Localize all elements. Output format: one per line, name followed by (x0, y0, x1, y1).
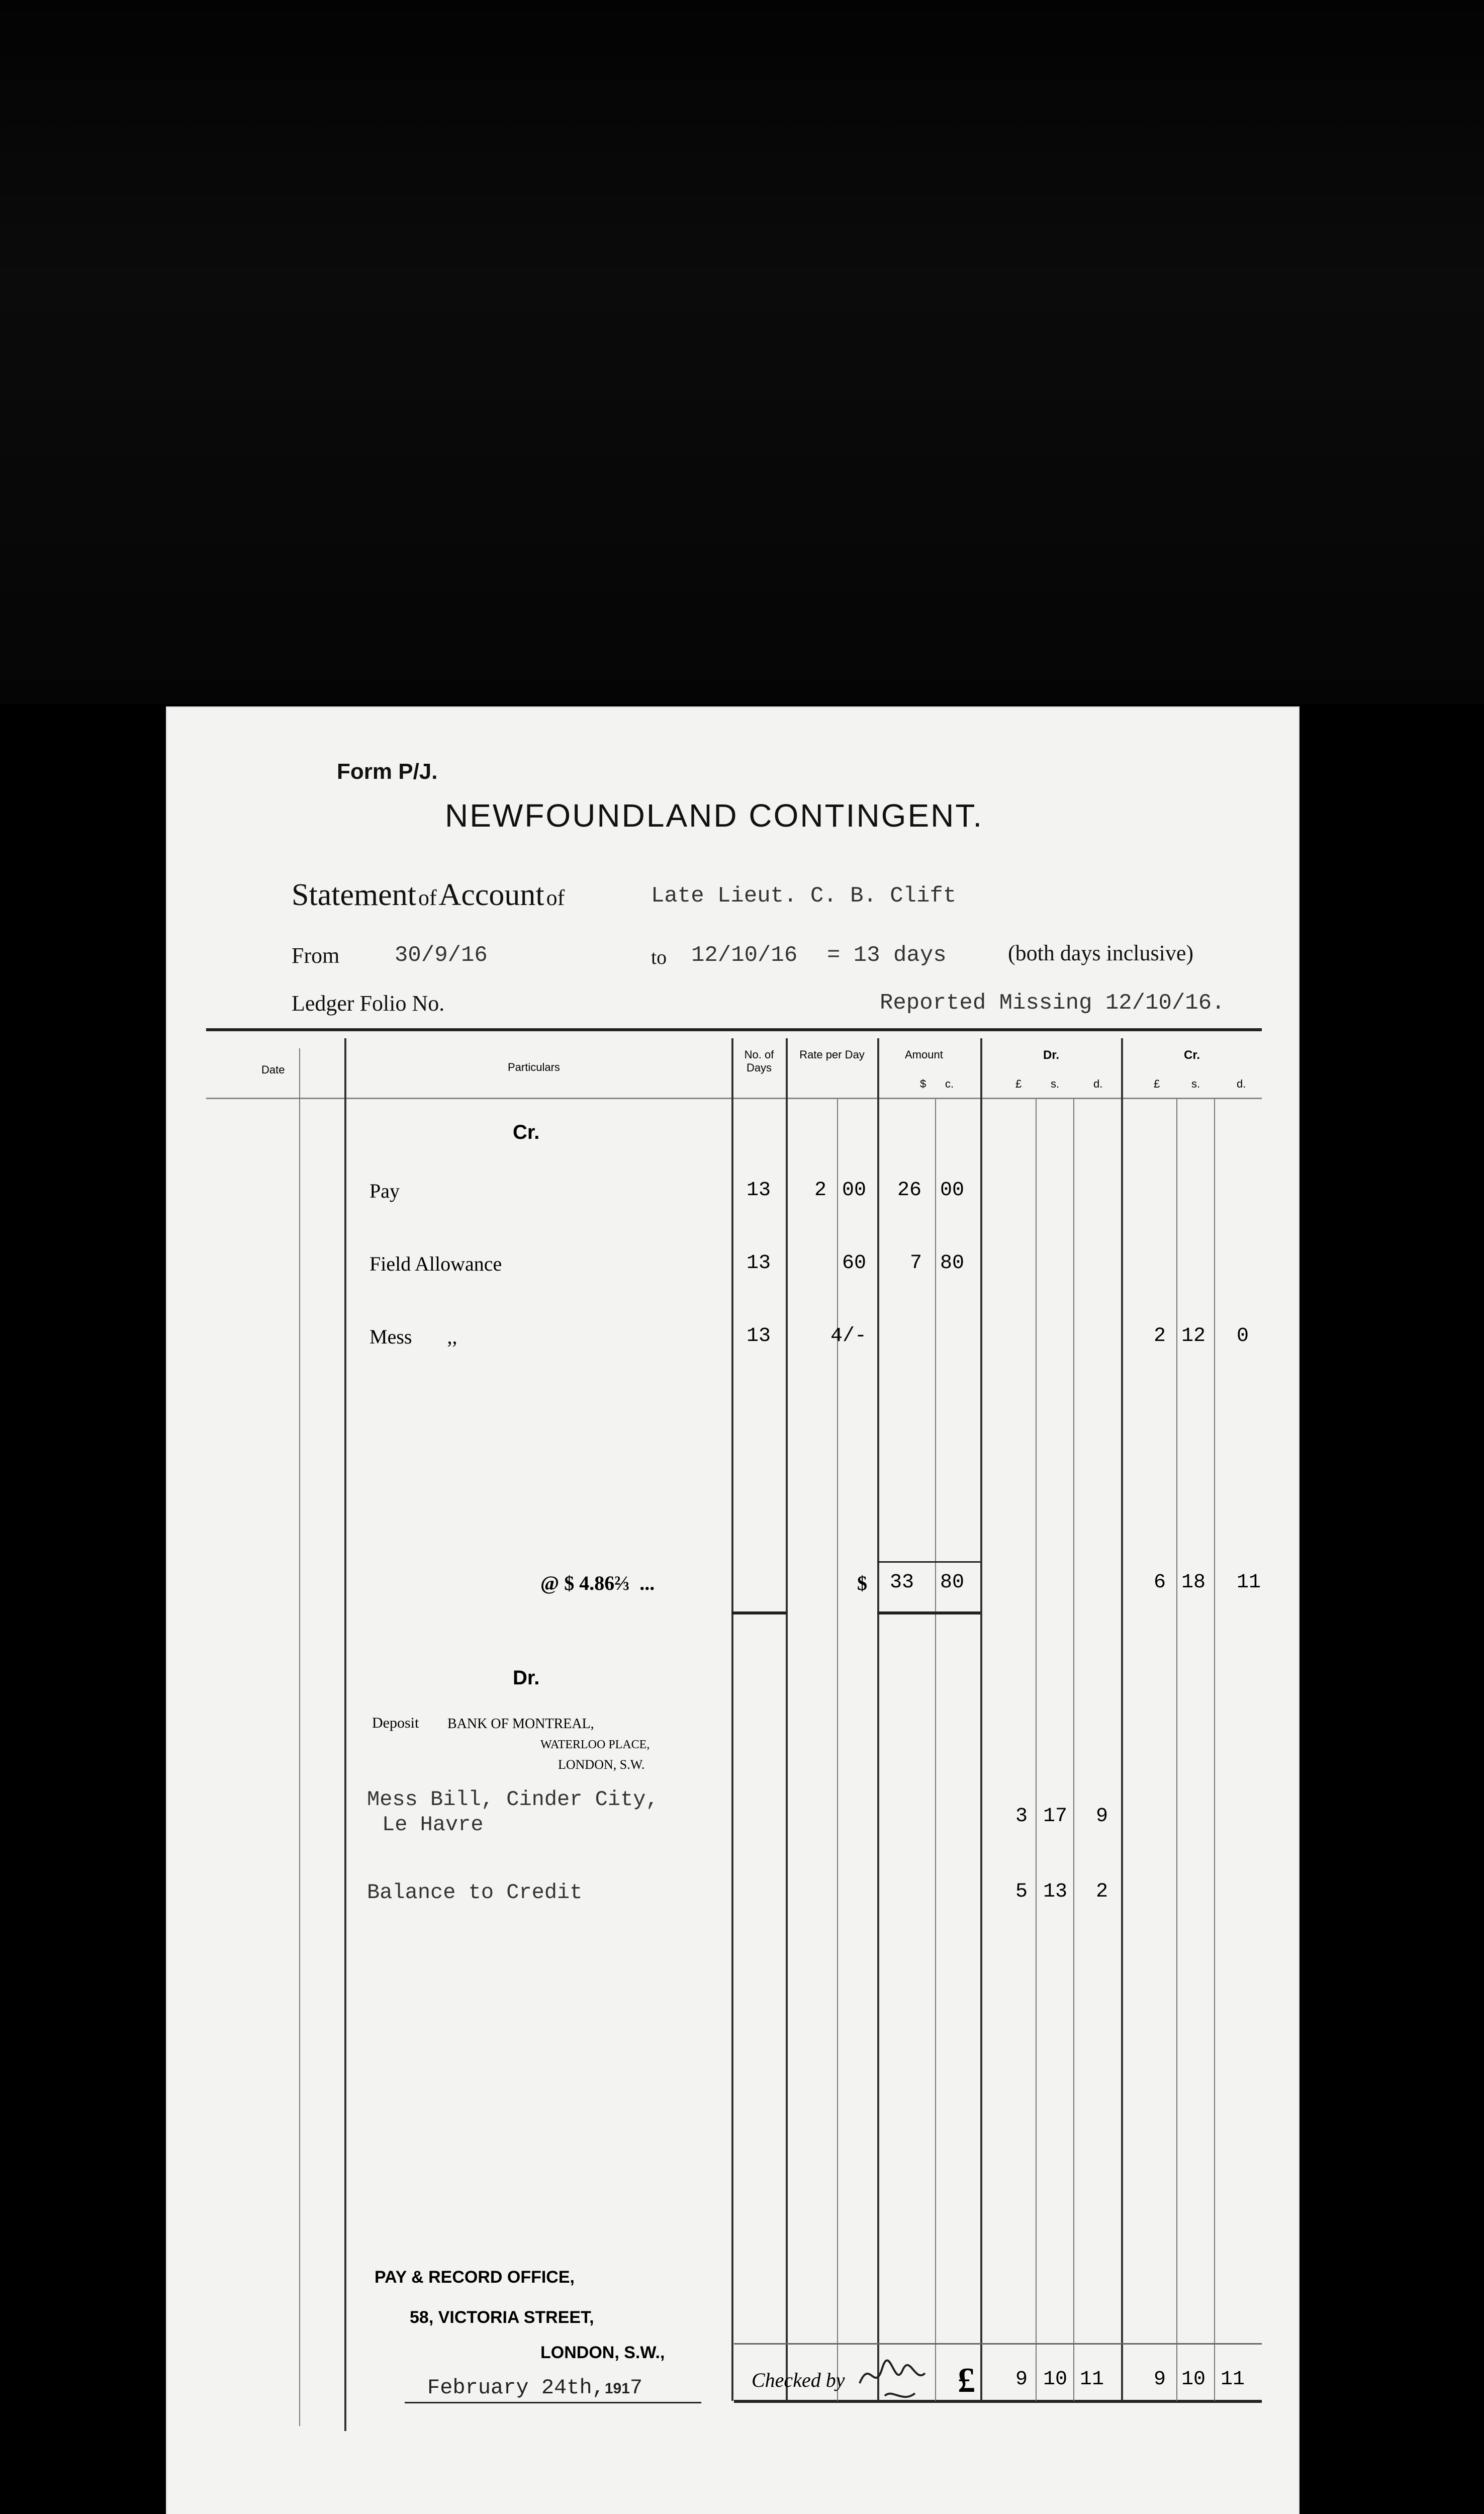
account-word: Account (438, 878, 544, 912)
col-line-cr (1121, 1038, 1123, 2401)
row-pay-amount-c: 00 (940, 1179, 965, 1202)
subtotal-rule-days (731, 1611, 787, 1614)
document-heading: NEWFOUNDLAND CONTINGENT. (445, 797, 984, 834)
row-mess-cr-pence: 0 (1237, 1325, 1249, 1348)
row-pay-amount-d: 26 (897, 1179, 922, 1202)
col-line-date-a (299, 1048, 300, 2426)
cr-section-heading: Cr. (513, 1121, 540, 1143)
subtotal-rule-amount-top (877, 1561, 980, 1563)
dr-row-balance-label: Balance to Credit (367, 1880, 583, 1905)
checked-box-top (734, 2343, 1262, 2345)
from-date: 30/9/16 (395, 943, 488, 968)
dr-row-balance-pence: 2 (1096, 1880, 1108, 1903)
col-line-rate (786, 1038, 788, 2401)
col-line-dr-s (1036, 1099, 1037, 2401)
subtotal-rule-amount (877, 1611, 980, 1614)
row-pay-particular: Pay (369, 1180, 400, 1202)
of-word-2: of (546, 885, 565, 910)
scanner-background (0, 0, 1484, 704)
inclusive-note: (both days inclusive) (1008, 941, 1194, 965)
header-cr: Cr. (1184, 1048, 1200, 1062)
office-date-year: 191 (604, 2380, 630, 2397)
header-dr-shilling: s. (1051, 1078, 1060, 1090)
header-days: No. of Days (744, 1048, 774, 1074)
office-date-year-digit: 7 (629, 2376, 643, 2400)
col-line-cr-d (1214, 1099, 1215, 2401)
total-dollar-sign: $ (857, 1572, 867, 1594)
header-rate: Rate per Day (799, 1048, 865, 1061)
row-field-allowance-days: 13 (747, 1252, 771, 1275)
total-amount-dollars: 33 (890, 1571, 914, 1594)
header-cents: c. (945, 1078, 954, 1090)
col-line-days (731, 1038, 733, 2401)
final-cr-shilling: 10 (1181, 2368, 1206, 2391)
dr-row-mess-bill-line1: Mess Bill, Cinder City, (367, 1787, 659, 1812)
dr-row-balance-pound: 5 (1015, 1880, 1028, 1903)
to-date: 12/10/16 (691, 943, 798, 968)
office-line-3: LONDON, S.W., (540, 2343, 665, 2362)
header-date: Date (261, 1063, 285, 1076)
header-dr-pound: £ (1015, 1078, 1022, 1090)
final-dr-pence: 11 (1080, 2368, 1104, 2391)
from-label: From (292, 943, 340, 968)
office-date-text: February 24th, (427, 2376, 605, 2400)
row-mess-cr-shilling: 12 (1181, 1325, 1206, 1348)
statement-document (166, 706, 1300, 2514)
office-line-2: 58, VICTORIA STREET, (410, 2308, 594, 2327)
row-mess-days: 13 (747, 1325, 771, 1348)
date-underline (405, 2402, 701, 2403)
header-cr-pence: d. (1237, 1078, 1246, 1090)
col-line-rate-split (837, 1099, 838, 2401)
final-dr-shilling: 10 (1043, 2368, 1068, 2391)
table-top-rule (206, 1028, 1262, 1031)
col-line-amount-split (935, 1099, 936, 2401)
total-amount-cents: 80 (940, 1571, 965, 1594)
bank-address-1: WATERLOO PLACE, (540, 1738, 650, 1751)
missing-note: Reported Missing 12/10/16. (880, 991, 1225, 1016)
ledger-folio-label: Ledger Folio No. (292, 991, 445, 1016)
office-line-1: PAY & RECORD OFFICE, (375, 2268, 575, 2287)
dr-row-balance-shilling: 13 (1043, 1880, 1068, 1903)
of-word: of (418, 885, 437, 910)
header-dollar: $ (920, 1078, 926, 1090)
dr-row-mess-bill-pence: 9 (1096, 1805, 1108, 1828)
row-pay-days: 13 (747, 1179, 771, 1202)
table-bottom-rule (734, 2400, 1262, 2403)
header-dr-pence: d. (1093, 1078, 1103, 1090)
row-mess-cr-pound: 2 (1154, 1325, 1166, 1348)
deposit-label: Deposit (372, 1715, 419, 1731)
dr-row-mess-bill-pound: 3 (1015, 1805, 1028, 1828)
header-bottom-rule (206, 1098, 1262, 1099)
statement-word: Statement (292, 878, 416, 912)
office-date (427, 2376, 642, 2400)
checked-pound-mark: £ (958, 2361, 975, 2400)
row-mess-rate: 4/- (830, 1325, 867, 1348)
col-line-cr-s (1176, 1099, 1177, 2401)
row-field-allowance-particular: Field Allowance (369, 1252, 502, 1275)
header-cr-pound: £ (1154, 1078, 1160, 1090)
col-line-dr (980, 1038, 982, 2401)
header-dr: Dr. (1043, 1048, 1060, 1062)
statement-line (292, 877, 565, 913)
bank-name: BANK OF MONTREAL, (447, 1716, 594, 1732)
form-number: Form P/J. (337, 759, 438, 784)
row-field-allowance-amount-d: 7 (910, 1252, 922, 1275)
total-cr-pence: 11 (1237, 1571, 1261, 1594)
col-line-dr-d (1073, 1099, 1074, 2401)
col-line-particulars (344, 1038, 346, 2431)
checker-signature (855, 2353, 960, 2408)
dr-row-mess-bill-shilling: 17 (1043, 1805, 1068, 1828)
header-amount: Amount (905, 1048, 943, 1061)
final-cr-pound: 9 (1154, 2368, 1166, 2391)
final-cr-pence: 11 (1221, 2368, 1245, 2391)
total-cr-shilling: 18 (1181, 1571, 1206, 1594)
dr-section-heading: Dr. (513, 1667, 540, 1689)
dr-row-mess-bill-line2: Le Havre (382, 1813, 484, 1837)
bank-address-2: LONDON, S.W. (558, 1757, 645, 1772)
to-label: to (651, 946, 667, 968)
days-count: = 13 days (827, 943, 947, 968)
header-cr-shilling: s. (1191, 1078, 1200, 1090)
exchange-rate: @ $ 4.86⅔ ... (540, 1572, 655, 1594)
final-dr-pound: 9 (1015, 2368, 1028, 2391)
row-field-allowance-rate: 60 (842, 1252, 867, 1275)
row-pay-rate-a: 2 (814, 1179, 827, 1202)
row-pay-rate-b: 00 (842, 1179, 867, 1202)
checked-by-label: Checked by (752, 2369, 845, 2391)
total-cr-pound: 6 (1154, 1571, 1166, 1594)
row-field-allowance-amount-c: 80 (940, 1252, 965, 1275)
header-particulars: Particulars (508, 1061, 560, 1073)
col-line-amount (877, 1038, 879, 2401)
account-holder-name: Late Lieut. C. B. Clift (651, 883, 957, 909)
row-mess-particular: Mess ,, (369, 1325, 457, 1348)
